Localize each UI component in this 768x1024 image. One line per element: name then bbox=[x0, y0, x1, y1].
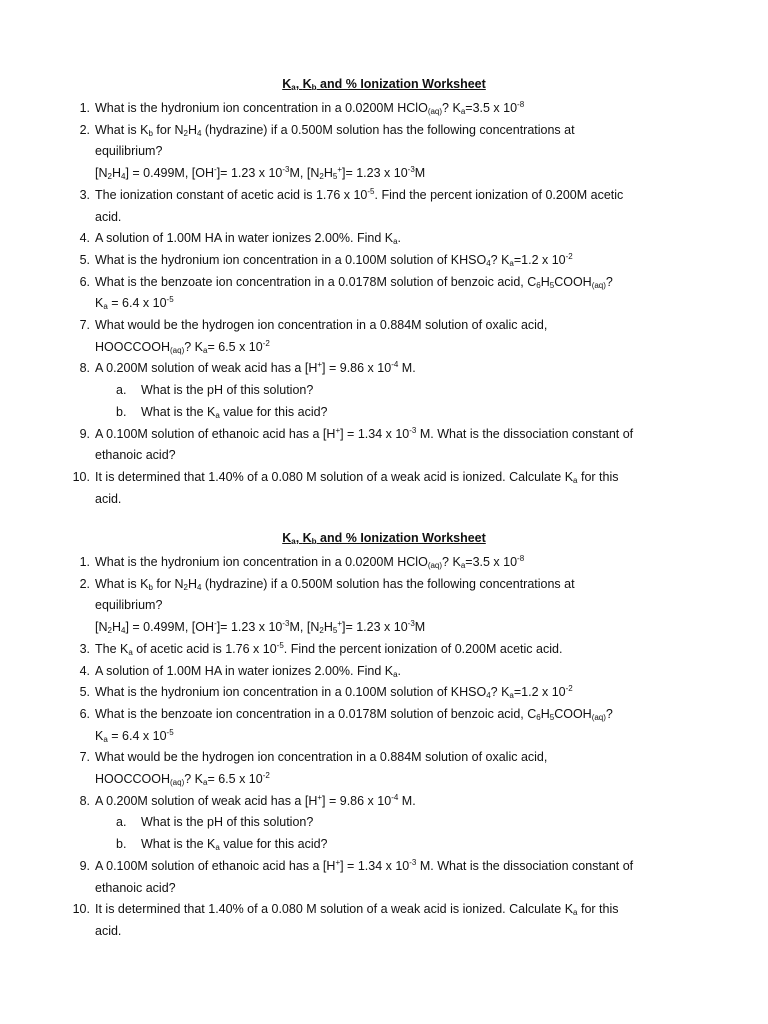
question-3: 3. The ionization constant of acetic acid is 1.76 x $10^{-5}$. Find the percent ionization of 0.200M acetic bbox=[79, 186, 624, 202]
question-8b: b. What is the $K_a$ value for this acid? bbox=[116, 404, 328, 420]
question-4: 4. A solution of 1.00M HA in water ionizes 2.00%. Find $K_a$. bbox=[79, 663, 402, 679]
question-7: 7. What would be the hydrogen ion concentration in a 0.884M solution of oxalic acid, bbox=[79, 750, 548, 765]
question-6: 6. What is the benzoate ion concentration in a 0.0178M solution of benzoic acid, $C_6H_5COOH_{(aq)}$? bbox=[79, 274, 613, 290]
question-2-equilibrium: $[N_2H_4] = 0.499M$, [OH-]= 1.23 x $10^{-3}M$, $[N_2H_5^+]= 1.23$ x $10^{-3}M$ bbox=[95, 165, 426, 182]
question-5: 5. What is the hydronium ion concentration in a 0.100M solution of $KHSO_4$? $K_a=1.2$ x $10^{-2}$ bbox=[79, 251, 573, 268]
question-10: 10. It is determined that 1.40% of a 0.080 M solution of a weak acid is ionized. Calculate $K_a$ for this bbox=[72, 469, 619, 485]
question-10-cont: acid. bbox=[95, 491, 122, 506]
question-9-cont: ethanoic acid? bbox=[95, 880, 176, 895]
question-8a: a. What is the pH of this solution? bbox=[116, 383, 314, 398]
question-7-cont: $HOOCCOOH_{(aq)}$? $K_a= 6.5$ x $10^{-2}$ bbox=[95, 338, 270, 355]
question-2-cont: equilibrium? bbox=[95, 144, 163, 159]
question-7-cont: $HOOCCOOH_{(aq)}$? $K_a= 6.5$ x $10^{-2}$ bbox=[95, 771, 270, 788]
worksheet-title: $K_a$, $K_b$ and % Ionization Worksheet bbox=[282, 77, 486, 92]
question-10-cont: acid. bbox=[95, 923, 122, 938]
worksheet-title: $K_a$, $K_b$ and % Ionization Worksheet bbox=[282, 531, 486, 546]
question-9-cont: ethanoic acid? bbox=[95, 448, 176, 463]
question-8b: b. What is the $K_a$ value for this acid? bbox=[116, 837, 328, 853]
question-2-cont: equilibrium? bbox=[95, 598, 163, 613]
question-4: 4. A solution of 1.00M HA in water ionizes 2.00%. Find $K_a$. bbox=[79, 231, 402, 247]
question-8: 8. A 0.200M solution of weak acid has a [H+] = 9.86 x $10^{-4}$ M. bbox=[79, 360, 416, 376]
question-10: 10. It is determined that 1.40% of a 0.080 M solution of a weak acid is ionized. Calculate $K_a$ for this bbox=[72, 902, 619, 918]
question-6-cont: $K_a = 6.4$ x $10^{-5}$ bbox=[95, 727, 174, 744]
question-6: 6. What is the benzoate ion concentration in a 0.0178M solution of benzoic acid, $C_6H_5COOH_{(aq)}$? bbox=[79, 706, 613, 722]
question-7: 7. What would be the hydrogen ion concentration in a 0.884M solution of oxalic acid, bbox=[79, 318, 548, 333]
question-2-equilibrium: $[N_2H_4] = 0.499M$, [OH-]= 1.23 x $10^{-3}M$, $[N_2H_5^+]= 1.23$ x $10^{-3}M$ bbox=[95, 619, 426, 636]
question-2: 2. What is $K_b$ for $N_2H_4$ (hydrazine) if a 0.500M solution has the following concentrations at bbox=[79, 576, 575, 592]
question-8a: a. What is the pH of this solution? bbox=[116, 815, 314, 830]
question-3: 3. The $K_a$ of acetic acid is 1.76 x $10^{-5}$. Find the percent ionization of 0.200M acetic acid. bbox=[79, 640, 563, 657]
question-5: 5. What is the hydronium ion concentration in a 0.100M solution of $KHSO_4$? $K_a=1.2$ x $10^{-2}$ bbox=[79, 684, 573, 701]
question-9: 9. A 0.100M solution of ethanoic acid has a [H+] = 1.34 x $10^{-3}$ M. What is the dissociation constant of bbox=[79, 425, 634, 441]
question-1: 1. What is the hydronium ion concentration in a 0.0200M HClO$_{(aq)}$? $K_a=3.5$ x $10^{-8}$ bbox=[79, 100, 525, 116]
question-2: 2. What is $K_b$ for $N_2H_4$ (hydrazine) if a 0.500M solution has the following concentrations at bbox=[79, 122, 575, 138]
question-9: 9. A 0.100M solution of ethanoic acid has a [H+] = 1.34 x $10^{-3}$ M. What is the dissociation constant of bbox=[79, 857, 634, 873]
question-3-cont: acid. bbox=[95, 209, 122, 224]
question-1: 1. What is the hydronium ion concentration in a 0.0200M HClO$_{(aq)}$? $K_a=3.5$ x $10^{-8}$ bbox=[79, 554, 525, 570]
question-8: 8. A 0.200M solution of weak acid has a [H+] = 9.86 x $10^{-4}$ M. bbox=[79, 792, 416, 808]
question-6-cont: $K_a = 6.4$ x $10^{-5}$ bbox=[95, 295, 174, 312]
worksheet-1 bbox=[0, 76, 768, 510]
worksheet-2 bbox=[0, 530, 768, 943]
